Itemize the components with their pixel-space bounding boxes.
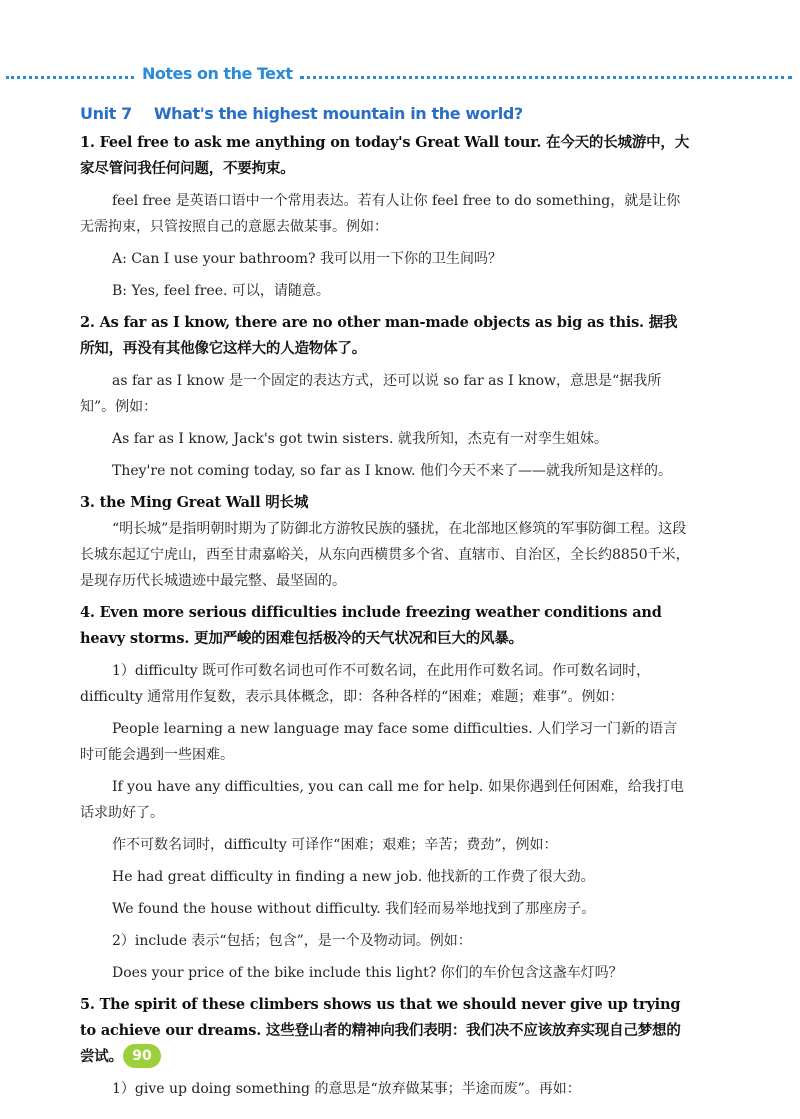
note-2-heading: 2. As far as I know, there are no other man-made objects as big as this. 据我所知，再没有其他像它这样大的人造物体了。 (80, 314, 678, 357)
note-3-heading: 3. the Ming Great Wall 明长城 (80, 494, 309, 511)
header-dotted-rule-left (6, 76, 134, 79)
page-number-badge: 90 (123, 1044, 161, 1068)
section-header (0, 64, 800, 90)
note-4-heading: 4. Even more serious difficulties include freezing weather conditions and heavy storms. 更加严峻的困难包括极冷的天气状况和巨大的风暴。 (80, 604, 662, 647)
note-2-example-1: As far as I know, Jack's got twin sisters. 就我所知，杰克有一对孪生姐妹。 (112, 431, 608, 447)
note-4-example-1: People learning a new language may face some difficulties. 人们学习一门新的语言时可能会遇到一些困难。 (80, 721, 678, 763)
note-2-example-2: They're not coming today, so far as I know. 他们今天不来了——就我所知是这样的。 (112, 463, 672, 479)
note-5-point-1: 1）give up doing something 的意思是“放弃做某事；半途而废”。再如： (112, 1081, 581, 1097)
note-1-heading: 1. Feel free to ask me anything on today's Great Wall tour. 在今天的长城游中，大家尽管问我任何问题，不要拘束。 (80, 134, 690, 177)
note-3-explanation: “明长城”是指明朝时期为了防御北方游牧民族的骚扰，在北部地区修筑的军事防御工程。这段长城东起辽宁虎山，西至甘肃嘉峪关，从东向西横贯多个省、直辖市、自治区，全长约8850千米，是现存历代长城遗迹中最完整、最坚固的。 (80, 521, 690, 589)
note-4-example-3: He had great difficulty in finding a new job. 他找新的工作费了很大劲。 (112, 869, 595, 885)
note-4-example-4: We found the house without difficulty. 我们轻而易举地找到了那座房子。 (112, 901, 596, 917)
notes-content (80, 130, 690, 1102)
note-5-heading: 5. The spirit of these climbers shows us that we should never give up trying to achieve our dreams. 这些登山者的精神向我们表明：我们决不应该放弃实现自己梦想的尝试。 (80, 996, 681, 1065)
note-4-point-2: 2）include 表示“包括；包含”，是一个及物动词。例如： (112, 933, 472, 949)
unit-heading (80, 104, 720, 123)
header-dotted-rule-right (300, 76, 792, 79)
section-title: Notes on the Text (142, 64, 293, 83)
note-1-example-b: B: Yes, feel free. 可以，请随意。 (112, 283, 330, 299)
unit-title: What's the highest mountain in the world? (153, 104, 523, 123)
note-4-point-1: 1）difficulty 既可作可数名词也可作不可数名词，在此用作可数名词。作可数名词时，difficulty 通常用作复数，表示具体概念，即：各种各样的“困难；难题；难事”。例如： (80, 663, 651, 705)
note-4-example-2: If you have any difficulties, you can call me for help. 如果你遇到任何困难，给我打电话求助好了。 (80, 779, 684, 821)
note-4-uncountable: 作不可数名词时，difficulty 可译作“困难；艰难；辛苦；费劲”，例如： (112, 837, 558, 853)
note-1-explanation: feel free 是英语口语中一个常用表达。若有人让你 feel free to do something，就是让你无需拘束，只管按照自己的意愿去做某事。例如： (80, 193, 681, 235)
note-4-example-5: Does your price of the bike include this light? 你们的车价包含这盏车灯吗？ (112, 965, 623, 981)
note-1-example-a: A: Can I use your bathroom? 我可以用一下你的卫生间吗？ (112, 251, 502, 267)
unit-number: Unit 7 (80, 104, 132, 123)
note-2-explanation: as far as I know 是一个固定的表达方式，还可以说 so far as I know，意思是“据我所知”。例如： (80, 373, 662, 415)
